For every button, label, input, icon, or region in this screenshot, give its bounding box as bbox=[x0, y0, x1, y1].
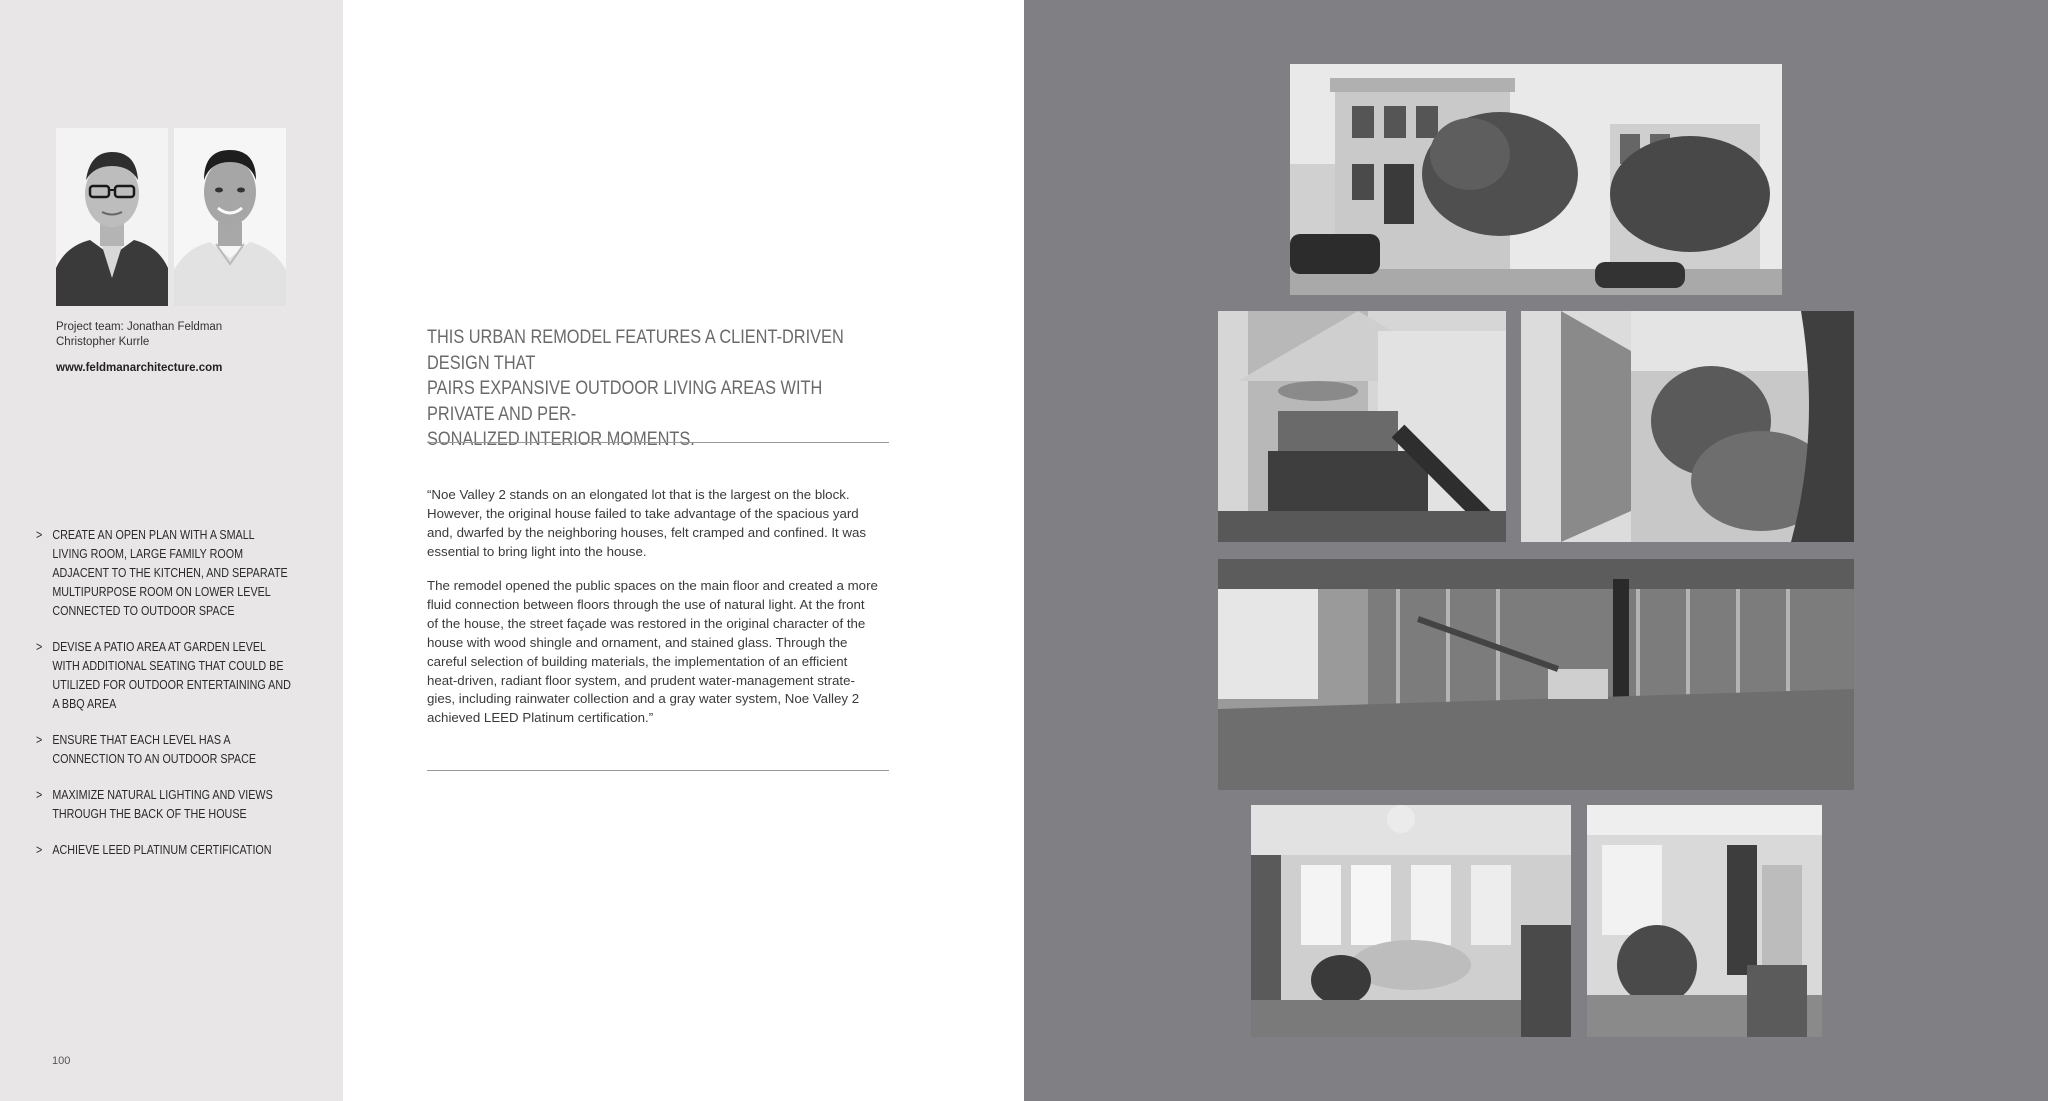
paragraph-line: and, dwarfed by the neighboring houses, felt cramped and confined. It was bbox=[427, 524, 867, 540]
portrait-photo-2 bbox=[174, 128, 286, 306]
paragraph-line: achieved LEED Platinum certification.” bbox=[427, 710, 654, 726]
website-link[interactable]: www.feldmanarchitecture.com bbox=[56, 362, 223, 374]
headline-line: PAIRS EXPANSIVE OUTDOOR LIVING AREAS WITH PRIVATE AND PER- bbox=[427, 378, 823, 425]
goal-line: A BBQ AREA bbox=[52, 697, 117, 711]
divider-bottom bbox=[427, 770, 889, 771]
goal-line: MULTIPURPOSE ROOM ON LOWER LEVEL bbox=[52, 585, 271, 599]
goal-line: DEVISE A PATIO AREA AT GARDEN LEVEL bbox=[52, 640, 267, 654]
paragraph-line: “Noe Valley 2 stands on an elongated lot that is the largest on the block. bbox=[427, 487, 850, 502]
interior-construction-image bbox=[1218, 559, 1854, 790]
back-room-image bbox=[1587, 805, 1822, 1037]
paragraph-line: heat-driven, radiant floor system, and prudent water-management strate- bbox=[427, 672, 855, 688]
goal-item bbox=[36, 786, 310, 824]
paragraph-line: gies, including rainwater collection and a gray water system, Noe Valley 2 bbox=[427, 691, 860, 707]
rear-deck-image bbox=[1218, 311, 1506, 542]
paragraph-line: fluid connection between floors through the use of natural light. At the front bbox=[427, 596, 865, 612]
photo-side-yard bbox=[1521, 311, 1854, 542]
living-room-image bbox=[1251, 805, 1571, 1037]
chevron-right-icon: > bbox=[36, 733, 43, 747]
chevron-right-icon: > bbox=[36, 788, 43, 802]
goal-line: CREATE AN OPEN PLAN WITH A SMALL bbox=[52, 528, 255, 542]
team-line-2: Christopher Kurrle bbox=[56, 336, 150, 348]
portrait-photo-1 bbox=[56, 128, 168, 306]
photo-rear-deck bbox=[1218, 311, 1506, 542]
goal-line: THROUGH THE BACK OF THE HOUSE bbox=[52, 807, 247, 821]
goal-line: MAXIMIZE NATURAL LIGHTING AND VIEWS bbox=[52, 788, 273, 802]
photo-interior-construction bbox=[1218, 559, 1854, 790]
goal-line: ENSURE THAT EACH LEVEL HAS A bbox=[52, 733, 231, 747]
photo-street-facade bbox=[1290, 64, 1782, 295]
photo-living-room bbox=[1251, 805, 1571, 1037]
portrait-jonathan-feldman bbox=[56, 128, 168, 306]
quote-paragraph-2 bbox=[427, 577, 889, 728]
quote-paragraph-1 bbox=[427, 486, 889, 562]
headline-line: SONALIZED INTERIOR MOMENTS. bbox=[427, 429, 695, 450]
goal-item bbox=[36, 526, 310, 621]
text-column bbox=[343, 0, 1024, 1101]
goal-line: CONNECTED TO OUTDOOR SPACE bbox=[52, 604, 235, 618]
photo-collage bbox=[1024, 0, 2048, 1101]
goal-line: WITH ADDITIONAL SEATING THAT COULD BE bbox=[52, 659, 284, 673]
goal-line: LIVING ROOM, LARGE FAMILY ROOM bbox=[52, 547, 244, 561]
paragraph-line: However, the original house failed to take advantage of the spacious yard bbox=[427, 505, 859, 521]
project-team-credit bbox=[56, 320, 222, 350]
paragraph-line: The remodel opened the public spaces on the main floor and created a more bbox=[427, 578, 878, 593]
page-number: 100 bbox=[52, 1055, 71, 1067]
paragraph-line: careful selection of building materials, the implementation of an efficient bbox=[427, 653, 848, 669]
chevron-right-icon: > bbox=[36, 843, 43, 857]
photo-back-room bbox=[1587, 805, 1822, 1037]
chevron-right-icon: > bbox=[36, 528, 43, 542]
divider-top bbox=[427, 442, 889, 443]
goal-line: UTILIZED FOR OUTDOOR ENTERTAINING AND bbox=[52, 678, 291, 692]
chevron-right-icon: > bbox=[36, 640, 43, 654]
goal-item bbox=[36, 638, 310, 714]
goal-line: ADJACENT TO THE KITCHEN, AND SEPARATE bbox=[52, 566, 288, 580]
paragraph-line: of the house, the street façade was restored in the original character of the bbox=[427, 615, 866, 631]
goal-item bbox=[36, 841, 310, 860]
paragraph-line: essential to bring light into the house. bbox=[427, 543, 647, 559]
street-facade-image bbox=[1290, 64, 1782, 295]
team-line-1: Project team: Jonathan Feldman bbox=[56, 321, 223, 333]
goal-line: CONNECTION TO AN OUTDOOR SPACE bbox=[52, 752, 257, 766]
headline-line: THIS URBAN REMODEL FEATURES A CLIENT-DRIVEN DESIGN THAT bbox=[427, 327, 844, 374]
goal-item bbox=[36, 731, 310, 769]
goal-line: ACHIEVE LEED PLATINUM CERTIFICATION bbox=[52, 843, 272, 857]
design-goals-list bbox=[36, 526, 296, 877]
paragraph-line: house with wood shingle and ornament, and stained glass. Through the bbox=[427, 634, 848, 650]
headline bbox=[427, 325, 891, 453]
side-yard-image bbox=[1521, 311, 1854, 542]
sidebar-column bbox=[0, 0, 343, 1101]
portrait-christopher-kurrle bbox=[174, 128, 286, 306]
